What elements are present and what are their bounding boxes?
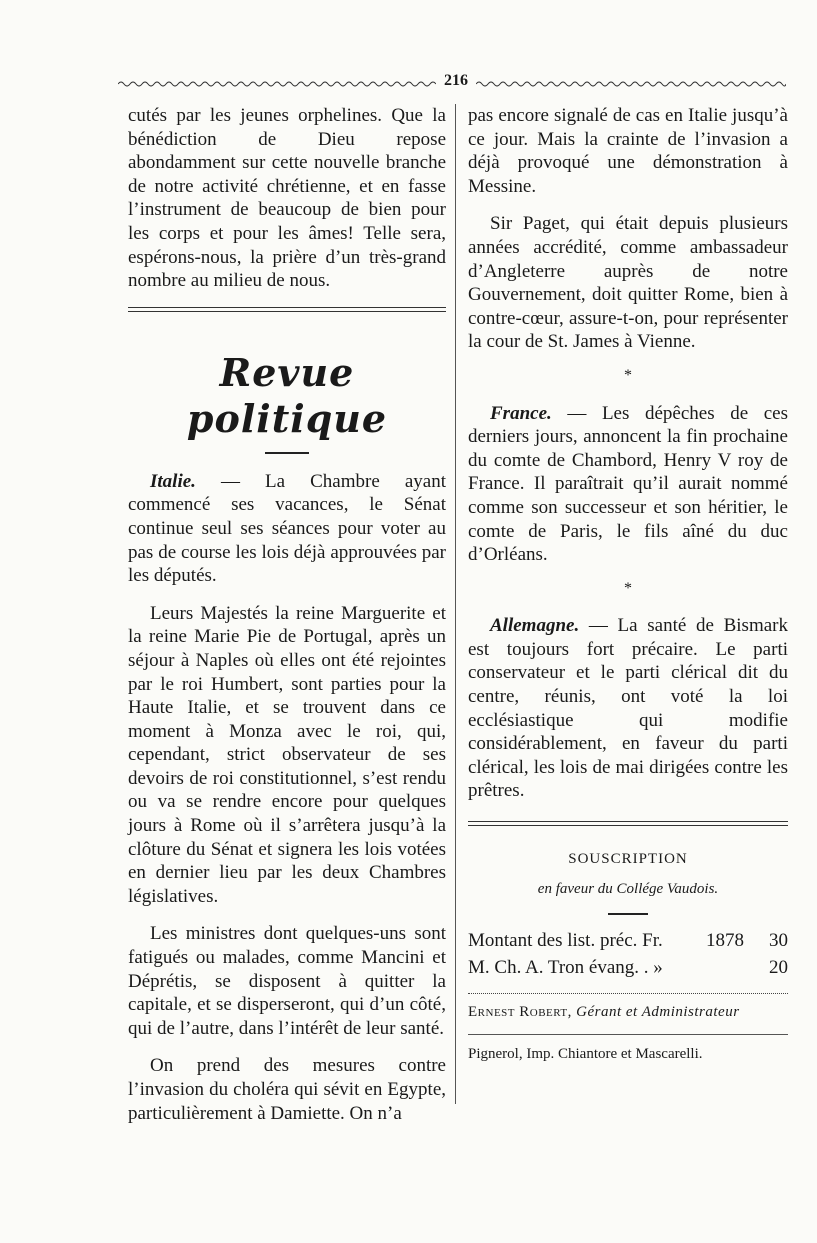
continuation-paragraph: pas encore signalé de cas en Italie jusqu’à ce jour. Mais la crainte de l’invasion a déjà provoqué une démonstration à Messine. — [468, 105, 788, 197]
subscription-row-label: M. Ch. A. Tron évang. . » — [468, 957, 663, 979]
italy-label: Italie. — [150, 470, 196, 492]
subscription-underline — [608, 913, 648, 915]
germany-text: — La santé de Bismark est toujours fort précaire. Le parti conservateur et le parti clérical dit du centre, réunis, ont voté la loi ecclésiastique qui modifie considérablement, en faveur du parti clérical, les lois de mai dirigées contre les prêtres. — [468, 615, 788, 802]
page-number: 216 — [444, 72, 468, 89]
subscription-row-cents: 30 — [769, 930, 788, 952]
subscription-row-label: Montant des list. préc. Fr. — [468, 930, 663, 952]
france-paragraph — [468, 402, 788, 567]
title-underline — [265, 452, 309, 454]
cholera-paragraph: On prend des mesures contre l’invasion du choléra qui sévit en Egypte, particulièrement à Damiette. On n’a — [128, 1055, 446, 1124]
subscription-subtitle: en faveur du Collége Vaudois. — [537, 880, 719, 897]
royal-paragraph: Leurs Majestés la reine Marguerite et la reine Marie Pie de Portugal, après un séjour à Naples où elles ont été rejointes par le roi Humbert, sont parties pour la Haute Italie, et se trouvent dans ce moment à Monza avec le roi, qui, cependant, strict observateur de ses devoirs de roi constitutionnel, s’est rendu ou va se rendre encore pour quelques jours à Rome où il s’arrêtera jusqu’à la clôture du Sénat et signera les lois votées en dernier lieu par les deux Chambres législatives. — [128, 602, 446, 907]
germany-paragraph — [468, 614, 788, 803]
right-column — [468, 104, 788, 1067]
printer-line: Pignerol, Imp. Chiantore et Mascarelli. — [468, 1034, 788, 1067]
subscription-title: SOUSCRIPTION — [568, 851, 688, 868]
france-text: — Les dépêches de ces derniers jours, annoncent la fin prochaine du comte de Chambord, Henry V roy de France. Il paraîtrait qu’il aurait nommé comme son successeur et son héritier, le comte de Paris, le fils aîné du duc d’Orléans. — [468, 402, 788, 566]
subscription-row-amount: 1878 — [706, 930, 744, 952]
germany-label: Allemagne. — [490, 615, 580, 637]
subscription-row-cents: 20 — [769, 957, 788, 979]
subscription-row — [468, 954, 788, 981]
ministers-paragraph: Les ministres dont quelques-uns sont fatigués ou malades, comme Mancini et Déprétis, se disposent à quitter la capitale, et se disperseront, qui d’un côté, qui de l’autre, dans l’intérêt de leur santé. — [128, 923, 446, 1039]
imprint — [468, 1002, 788, 1022]
separator-star: * — [624, 366, 632, 384]
imprint-divider — [468, 993, 788, 994]
section-divider — [128, 307, 446, 312]
column-divider — [455, 104, 456, 1104]
france-label: France. — [490, 402, 552, 424]
separator-star-2: * — [624, 579, 632, 597]
imprint-role: Gérant et Administrateur — [576, 1004, 740, 1021]
header-wavy-rule-left — [118, 78, 436, 90]
italy-text: — La Chambre ayant commencé ses vacances, le Sénat continue seul ses séances pour voter au pas de course les lois déjà approuvées par les députés. — [128, 470, 446, 587]
imprint-name: Ernest Robert, — [468, 1004, 572, 1021]
subscription-row-amount — [692, 954, 744, 981]
left-column — [128, 104, 446, 1125]
paget-paragraph: Sir Paget, qui était depuis plusieurs années accrédité, comme ambassadeur d’Angleterre auprès de notre Gouvernement, doit quitter Rome, bien à contre-cœur, assure-t-on, pour représenter la cour de St. James à Vienne. — [468, 213, 788, 353]
subscription-divider — [468, 821, 788, 826]
italy-paragraph — [128, 470, 446, 588]
section-title: Revue politique — [186, 349, 388, 441]
header-wavy-rule-right — [476, 78, 786, 90]
subscription-row — [468, 927, 788, 954]
intro-paragraph: cutés par les jeunes orphelines. Que la bénédiction de Dieu repose abondamment sur cette nouvelle branche de notre activité chrétienne, et en fasse l’instrument de beaucoup de bien pour les corps et pour les âmes! Telle sera, espérons-nous, la prière d’un très-grand nombre au milieu de nous. — [128, 105, 446, 292]
